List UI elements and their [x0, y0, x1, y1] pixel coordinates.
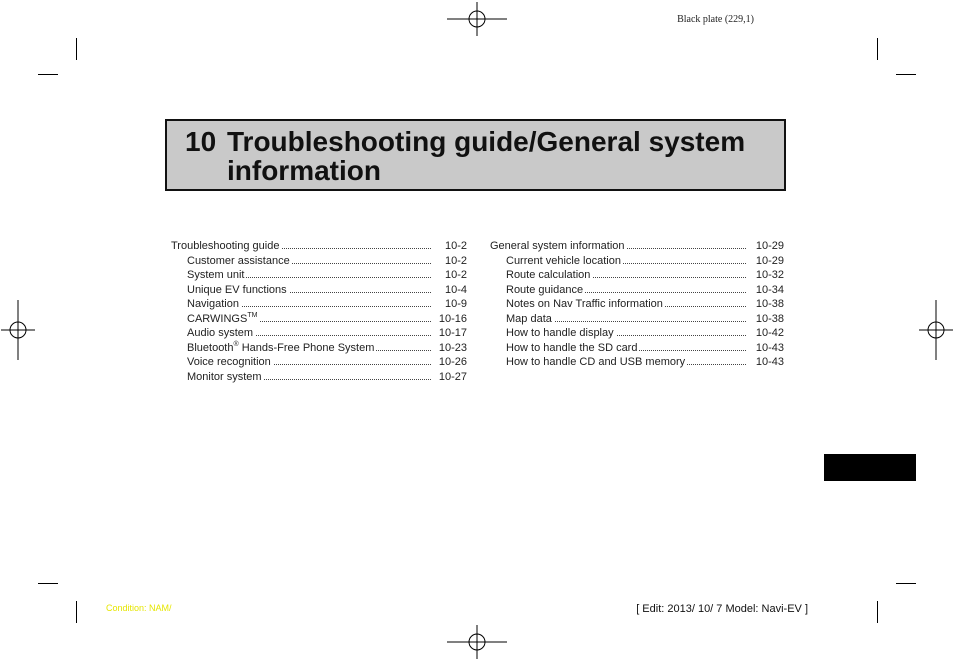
toc-entry-page: 10-29: [755, 254, 784, 267]
toc-entry-label: Route guidance: [506, 283, 584, 296]
toc-entry[interactable]: [490, 268, 784, 283]
toc-entry-page: 10-32: [755, 269, 784, 281]
footer-edit-info: [ Edit: 2013/ 10/ 7 Model: Navi-EV ]: [636, 603, 808, 615]
chapter-title-box: [165, 119, 786, 191]
toc-entry-label: Troubleshooting guide: [171, 240, 280, 252]
toc-entry-page: 10-17: [438, 327, 467, 339]
toc-entry[interactable]: [171, 239, 467, 254]
toc-entry-label: Monitor system: [187, 370, 262, 383]
toc-entry[interactable]: [171, 326, 467, 341]
registration-mark-right: [919, 300, 953, 360]
toc-entry-label: CARWINGS™: [187, 311, 258, 325]
toc-entry-page: 10-29: [755, 240, 784, 252]
toc-entry-label: Audio system: [187, 327, 254, 339]
toc-entry[interactable]: [171, 312, 467, 327]
toc-entry-page: 10-2: [444, 240, 467, 252]
toc-entry-label: Navigation: [187, 298, 239, 310]
toc-entry[interactable]: [171, 341, 467, 356]
toc-entry-label: Unique EV functions: [187, 283, 287, 296]
toc-entry[interactable]: [490, 239, 784, 254]
toc-entry-page: 10-16: [438, 312, 467, 325]
toc-entry-label: Customer assistance: [187, 254, 290, 267]
toc-entry-label: Current vehicle location: [506, 254, 621, 267]
toc-entry-page: 10-43: [755, 341, 784, 354]
toc-entry[interactable]: [171, 254, 467, 269]
crop-mark: [38, 583, 58, 584]
toc-entry-label: Route calculation: [506, 269, 591, 281]
toc-right-column: [490, 239, 784, 370]
toc-entry-label: General system information: [490, 240, 625, 252]
crop-mark: [877, 601, 878, 623]
chapter-thumb-tab: [824, 454, 916, 481]
toc-entry-label: Voice recognition: [187, 356, 271, 368]
toc-entry-page: 10-9: [444, 298, 467, 310]
toc-entry-page: 10-26: [438, 356, 467, 368]
toc-entry-label: System unit: [187, 269, 245, 281]
toc-entry-label: Bluetooth® Hands-Free Phone System: [187, 340, 375, 354]
crop-mark: [896, 74, 916, 75]
chapter-title-line1: Troubleshooting guide/General system: [227, 126, 746, 157]
toc-left-column: [171, 239, 467, 384]
toc-entry[interactable]: [490, 355, 784, 370]
plate-info: Black plate (229,1): [677, 14, 754, 25]
toc-entry-label: How to handle display: [506, 327, 614, 339]
toc-entry-label: Map data: [506, 312, 552, 325]
toc-entry-page: 10-38: [755, 298, 784, 310]
crop-mark: [877, 38, 878, 60]
toc-entry-page: 10-42: [755, 327, 784, 339]
chapter-number: 10: [185, 126, 217, 157]
registration-mark-bottom: [447, 625, 507, 659]
registration-mark-top: [447, 2, 507, 36]
toc-entry[interactable]: [490, 326, 784, 341]
toc-entry-page: 10-2: [444, 269, 467, 281]
crop-mark: [38, 74, 58, 75]
toc-entry[interactable]: [490, 283, 784, 298]
toc-entry[interactable]: [490, 297, 784, 312]
toc-entry-page: 10-43: [755, 356, 784, 368]
toc-entry-page: 10-4: [444, 283, 467, 296]
toc-entry[interactable]: [490, 312, 784, 327]
toc-entry-label: How to handle the SD card: [506, 341, 638, 354]
toc-entry[interactable]: [171, 268, 467, 283]
toc-entry[interactable]: [171, 297, 467, 312]
toc-entry[interactable]: [171, 355, 467, 370]
chapter-title-line2: information: [227, 155, 381, 186]
toc-entry[interactable]: [171, 370, 467, 385]
toc-entry-page: 10-23: [438, 341, 467, 354]
toc-entry-label: Notes on Nav Traffic information: [506, 298, 663, 310]
toc-entry[interactable]: [490, 341, 784, 356]
toc-entry-page: 10-38: [755, 312, 784, 325]
toc-entry[interactable]: [171, 283, 467, 298]
registration-mark-left: [1, 300, 35, 360]
toc-entry-page: 10-34: [755, 283, 784, 296]
toc-entry-label: How to handle CD and USB memory: [506, 356, 686, 368]
crop-mark: [76, 38, 77, 60]
crop-mark: [896, 583, 916, 584]
toc-entry-page: 10-27: [438, 370, 467, 383]
toc-entry[interactable]: [490, 254, 784, 269]
footer-condition: Condition: NAM/: [106, 603, 172, 613]
crop-mark: [76, 601, 77, 623]
chapter-title: [185, 127, 775, 185]
toc-entry-page: 10-2: [444, 254, 467, 267]
